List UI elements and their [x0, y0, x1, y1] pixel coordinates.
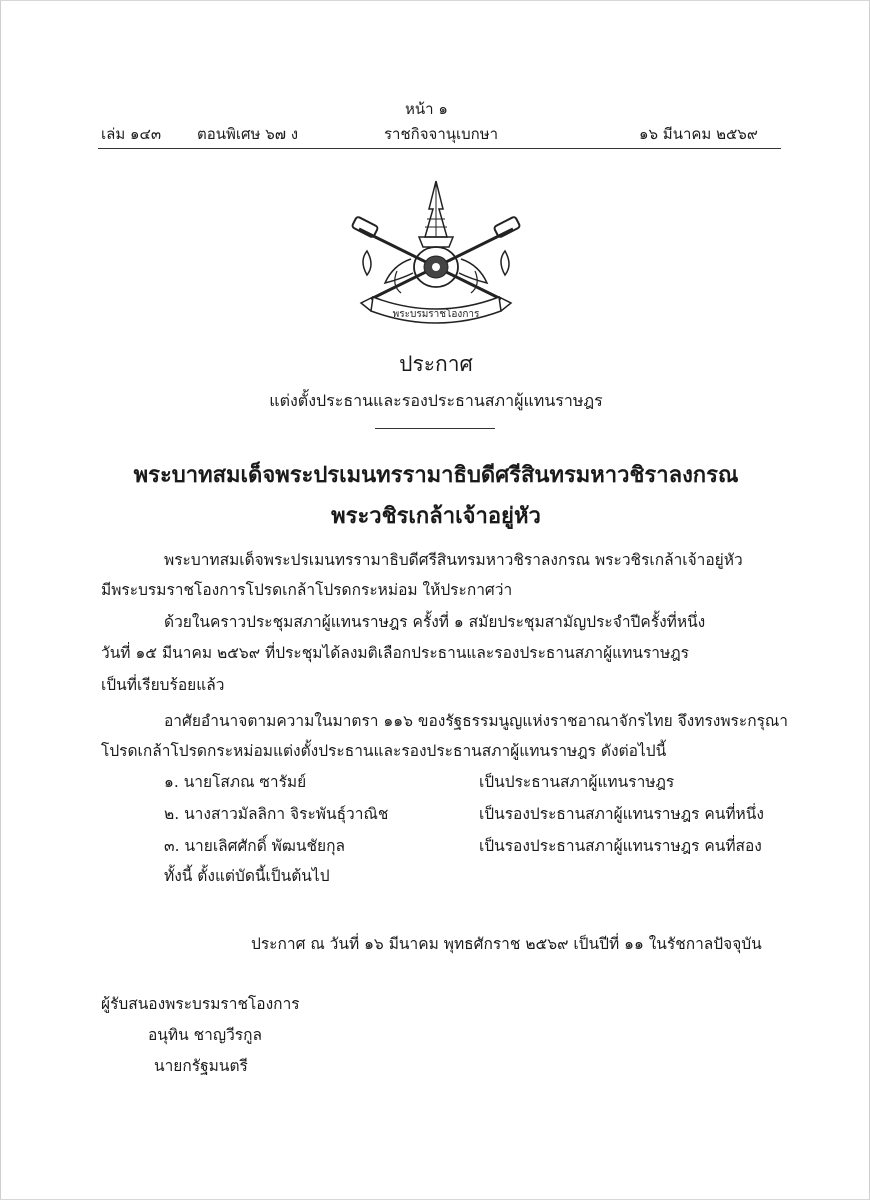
king-title-line1: พระบาทสมเด็จพระปรเมนทรรามาธิบดีศรีสินทรมหาวชิราลงกรณ: [133, 463, 739, 488]
paragraph-2-line-2: วันที่ ๑๕ มีนาคม ๒๕๖๙ ที่ประชุมได้ลงมติเลือกประธานและรองประธานสภาผู้แทนราษฎร: [101, 644, 689, 662]
header-divider: [98, 148, 781, 149]
announcement-subtitle: แต่งตั้งประธานและรองประธานสภาผู้แทนราษฎร: [269, 391, 603, 410]
appointee-3-position: เป็นรองประธานสภาผู้แทนราษฎร คนที่สอง: [479, 837, 762, 855]
gazette-name: ราชกิจจานุเบกษา: [384, 125, 499, 143]
section-number: ตอนพิเศษ ๖๗ ง: [197, 125, 299, 143]
title-divider: [375, 428, 495, 429]
signatory-name: อนุทิน ชาญวีรกูล: [148, 1026, 262, 1044]
paragraph-2-line-1: ด้วยในคราวประชุมสภาผู้แทนราษฎร ครั้งที่ ๑ สมัยประชุมสามัญประจำปีครั้งที่หนึ่ง: [164, 613, 706, 631]
appointee-2-name: ๒. นางสาวมัลลิกา จิระพันธุ์วาณิช: [164, 805, 389, 823]
king-title-line2: พระวชิรเกล้าเจ้าอยู่หัว: [331, 504, 541, 529]
countersign-label: ผู้รับสนองพระบรมราชโองการ: [101, 995, 300, 1013]
paragraph-2-line-3: เป็นที่เรียบร้อยแล้ว: [101, 676, 225, 694]
appointee-1-position: เป็นประธานสภาผู้แทนราษฎร: [479, 773, 675, 791]
declaration-date: ประกาศ ณ วันที่ ๑๖ มีนาคม พุทธศักราช ๒๕๖๙ เป็นปีที่ ๑๑ ในรัชกาลปัจจุบัน: [251, 935, 762, 953]
paragraph-1-line-1: พระบาทสมเด็จพระปรเมนทรรามาธิบดีศรีสินทรมหาวชิราลงกรณ พระวชิรเกล้าเจ้าอยู่หัว: [164, 551, 743, 569]
appointee-1-name: ๑. นายโสภณ ซารัมย์: [164, 773, 307, 791]
appointee-3-name: ๓. นายเลิศศักดิ์ พัฒนชัยกุล: [164, 837, 345, 855]
paragraph-3-line-1: อาศัยอำนาจตามความในมาตรา ๑๑๖ ของรัฐธรรมนูญแห่งราชอาณาจักรไทย จึงทรงพระกรุณา: [164, 712, 788, 730]
page-number: หน้า ๑: [405, 100, 448, 118]
effective-statement: ทั้งนี้ ตั้งแต่บัดนี้เป็นต้นไป: [164, 867, 330, 885]
announcement-title: ประกาศ: [399, 352, 473, 376]
royal-emblem: [351, 179, 521, 329]
signatory-title: นายกรัฐมนตรี: [154, 1057, 248, 1075]
paragraph-3-line-2: โปรดเกล้าโปรดกระหม่อมแต่งตั้งประธานและรองประธานสภาผู้แทนราษฎร ดังต่อไปนี้: [101, 742, 667, 760]
emblem-ribbon-text: พระบรมราชโองการ: [392, 309, 480, 320]
publish-date: ๑๖ มีนาคม ๒๕๖๙: [639, 125, 758, 143]
paragraph-1-line-2: มีพระบรมราชโองการโปรดเกล้าโปรดกระหม่อม ให้ประกาศว่า: [101, 581, 513, 599]
appointee-2-position: เป็นรองประธานสภาผู้แทนราษฎร คนที่หนึ่ง: [479, 805, 764, 823]
volume-number: เล่ม ๑๔๓: [101, 125, 162, 143]
